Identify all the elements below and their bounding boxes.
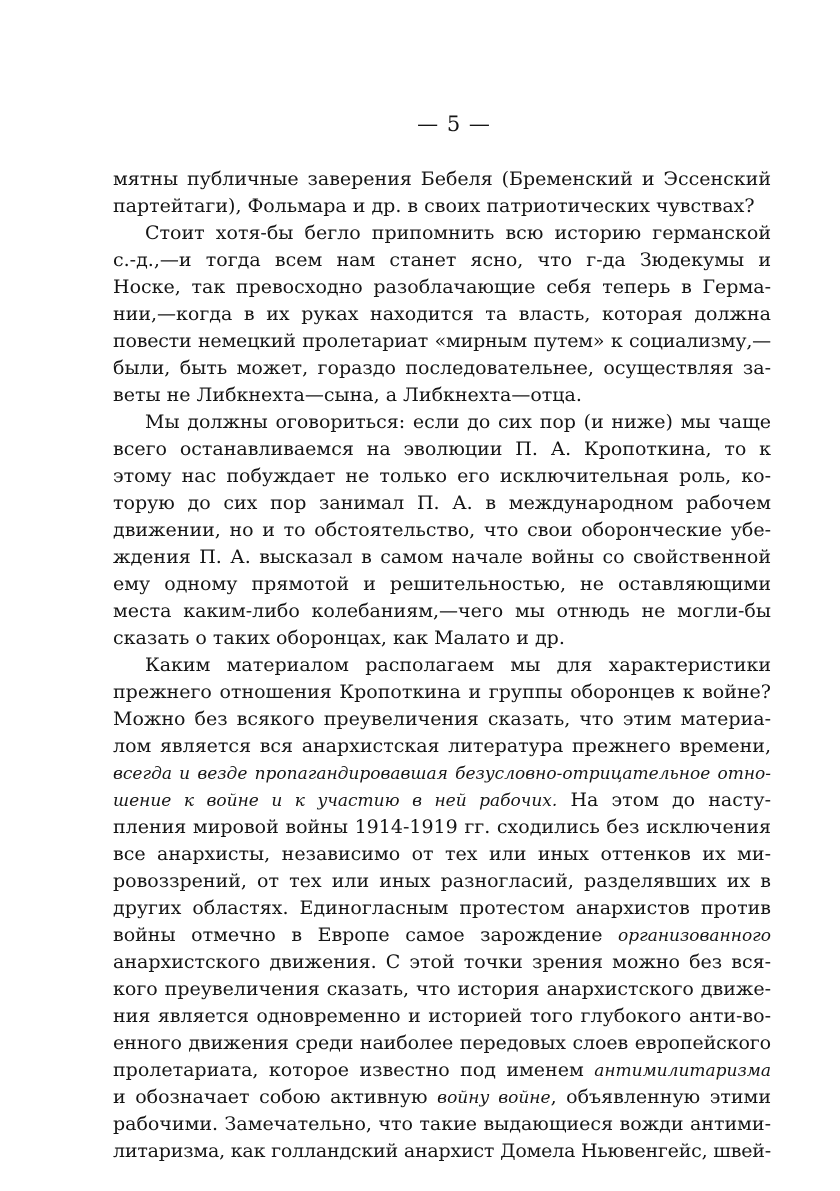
text-segment: Мы должны оговориться: если до сих пор (и ниже) мы чаще: [145, 411, 771, 433]
text-line: [113, 571, 771, 598]
book-page: [113, 112, 771, 1165]
text-line: [113, 1084, 771, 1111]
text-segment: кого преувеличения сказать, что история анархистского движе-: [113, 978, 771, 1000]
text-line: [113, 301, 771, 328]
text-segment: все анархисты, независимо от тех или иных оттенков их ми-: [113, 843, 771, 865]
text-line: [113, 841, 771, 868]
text-segment: литаризма, как голландский анархист Домела Ньювенгейс, швей-: [113, 1140, 771, 1162]
text-line: [113, 868, 771, 895]
text-segment: были, быть может, гораздо последовательнее, осуществляя за-: [113, 357, 771, 379]
text-line: [113, 787, 771, 814]
text-segment: анархистского движения. С этой точки зрения можно без вся-: [113, 951, 771, 973]
body-text: [113, 166, 771, 1165]
text-segment: и обозначает собою активную: [113, 1086, 438, 1108]
text-line: [113, 976, 771, 1003]
text-line: [113, 220, 771, 247]
text-line: [113, 328, 771, 355]
text-segment: места каким-либо колебаниям,—чего мы отнюдь не могли-бы: [113, 600, 771, 622]
text-line: [113, 436, 771, 463]
text-line: [113, 1057, 771, 1084]
text-segment: этому нас побуждает не только его исключительная роль, ко-: [113, 465, 771, 487]
text-segment: всего останавливаемся на эволюции П. А. Кропоткина, то к: [113, 438, 771, 460]
text-segment: пления мировой войны 1914-1919 гг. сходились без исключения: [113, 816, 771, 838]
text-segment: , объявленную этими: [550, 1086, 771, 1108]
text-segment: На этом до насту-: [557, 789, 771, 811]
text-line: [113, 814, 771, 841]
italic-text: всегда и везде пропагандировавшая безусловно-отрицательное отно-: [113, 764, 771, 784]
text-segment: нии,—когда в их руках находится та власть, которая должна: [113, 303, 771, 325]
text-segment: других областях. Единогласным протестом анархистов против: [113, 897, 771, 919]
text-line: [113, 517, 771, 544]
text-segment: веты не Либкнехта—сына, а Либкнехта—отца.: [113, 384, 582, 406]
page-number: — 5 —: [417, 112, 491, 136]
text-line: [113, 166, 771, 193]
text-segment: ния является одновременно и историей того глубокого анти-во-: [113, 1005, 771, 1027]
text-segment: пролетариата, которое известно под именем: [113, 1059, 595, 1081]
text-segment: с.-д.,—и тогда всем нам станет ясно, что г-да Зюдекумы и: [113, 249, 771, 271]
text-line: [113, 895, 771, 922]
text-line: [113, 544, 771, 571]
italic-text: антимилитаризма: [594, 1061, 771, 1081]
text-line: [113, 706, 771, 733]
text-line: [113, 1111, 771, 1138]
text-line: [113, 409, 771, 436]
text-line: [113, 1030, 771, 1057]
text-segment: ровоззрений, от тех или иных разногласий, разделявших их в: [113, 870, 771, 892]
text-line: [113, 247, 771, 274]
text-segment: ему одному прямотой и решительностью, не оставляющими: [113, 573, 771, 595]
text-segment: войны отмечно в Европе самое зарождение: [113, 924, 619, 946]
text-line: [113, 949, 771, 976]
text-segment: торую до сих пор занимал П. А. в международном рабочем: [113, 492, 771, 514]
text-segment: Каким материалом располагаем мы для характеристики: [145, 654, 771, 676]
text-segment: лом является вся анархистская литература прежнего времени,: [113, 735, 771, 757]
text-line: [113, 490, 771, 517]
text-line: [113, 274, 771, 301]
text-segment: партейтаги), Фольмара и др. в своих патриотических чувствах?: [113, 195, 755, 217]
text-line: [113, 922, 771, 949]
text-segment: Носке, так превосходно разоблачающие себя теперь в Герма-: [113, 276, 771, 298]
text-segment: прежнего отношения Кропоткина и группы оборонцев к войне?: [113, 681, 771, 703]
text-segment: движении, но и то обстоятельство, что свои оборонческие убе-: [113, 519, 771, 541]
text-line: [113, 679, 771, 706]
text-line: [113, 760, 771, 787]
italic-text: войну войне: [437, 1088, 551, 1108]
text-segment: Стоит хотя-бы бегло припомнить всю историю германской: [145, 222, 771, 244]
text-line: [113, 1003, 771, 1030]
text-segment: ждения П. А. высказал в самом начале войны со свойственной: [113, 546, 771, 568]
text-segment: енного движения среди наиболее передовых слоев европейского: [113, 1032, 771, 1054]
text-line: [113, 1138, 771, 1165]
text-segment: повести немецкий пролетариат «мирным путем» к социализму,—: [113, 330, 771, 352]
text-line: [113, 598, 771, 625]
italic-text: организованного: [618, 926, 771, 946]
text-line: [113, 463, 771, 490]
text-segment: Можно без всякого преувеличения сказать, что этим материа-: [113, 708, 771, 730]
text-line: [113, 382, 771, 409]
text-line: [113, 652, 771, 679]
text-segment: сказать о таких оборонцах, как Малато и др.: [113, 627, 565, 649]
text-line: [113, 625, 771, 652]
text-line: [113, 193, 771, 220]
text-line: [113, 733, 771, 760]
text-segment: рабочими. Замечательно, что такие выдающиеся вожди антими-: [113, 1113, 771, 1135]
text-segment: мятны публичные заверения Бебеля (Бременский и Эссенский: [113, 168, 771, 190]
italic-text: шение к войне и к участию в ней рабочих.: [113, 791, 558, 811]
text-line: [113, 355, 771, 382]
